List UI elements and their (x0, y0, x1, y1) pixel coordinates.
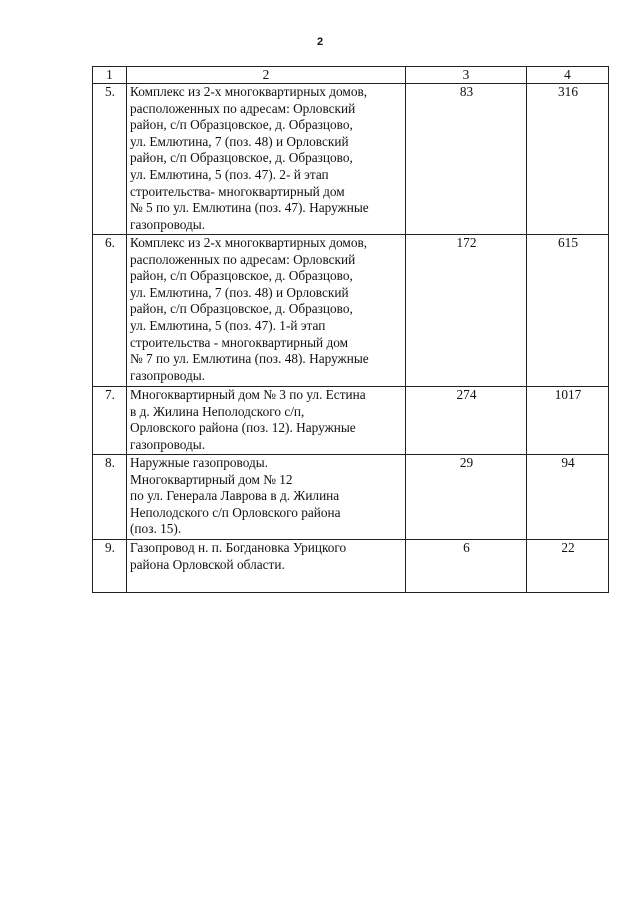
table-header (93, 67, 609, 84)
row-col3-value: 6 (406, 540, 527, 593)
header-col-4: 4 (527, 67, 609, 84)
row-number: 6. (93, 235, 127, 387)
row-number: 8. (93, 455, 127, 540)
row-col4-value: 615 (527, 235, 609, 387)
row-col3-value: 83 (406, 84, 527, 235)
table-row (93, 84, 609, 235)
row-description: Газопровод н. п. Богдановка Урицкого района Орловской области. (127, 540, 406, 593)
row-col4-value: 316 (527, 84, 609, 235)
header-col-2: 2 (127, 67, 406, 84)
table-row (93, 235, 609, 387)
row-col3-value: 29 (406, 455, 527, 540)
row-description: Комплекс из 2-х многоквартирных домов, расположенных по адресам: Орловский район, с/п Образцовское, д. Образцово, ул. Емлютина, 7 (поз. 48) и Орловский район, с/п Образцовское, д. Образцово, ул. Емлютина, 5 (поз. 47). 2- й этап строительства- многоквартирный дом № 5 по ул. Емлютина (поз. 47). Наружные газопроводы. (127, 84, 406, 235)
table-row (93, 387, 609, 455)
row-description: Комплекс из 2-х многоквартирных домов, расположенных по адресам: Орловский район, с/п Образцовское, д. Образцово, ул. Емлютина, 7 (поз. 48) и Орловский район, с/п Образцовское, д. Образцово, ул. Емлютина, 5 (поз. 47). 1-й этап строительства - многоквартирный дом № 7 по ул. Емлютина (поз. 48). Наружные газопроводы. (127, 235, 406, 387)
row-col4-value: 22 (527, 540, 609, 593)
objects-table (92, 66, 609, 593)
row-number: 5. (93, 84, 127, 235)
row-description: Наружные газопроводы. Многоквартирный дом № 12 по ул. Генерала Лаврова в д. Жилина Неполодского с/п Орловского района (поз. 15). (127, 455, 406, 540)
header-row (93, 67, 609, 84)
table-row (93, 455, 609, 540)
row-col3-value: 172 (406, 235, 527, 387)
page-number: 2 (316, 36, 324, 48)
row-number: 9. (93, 540, 127, 593)
table-row (93, 540, 609, 593)
row-number: 7. (93, 387, 127, 455)
header-col-3: 3 (406, 67, 527, 84)
row-col4-value: 1017 (527, 387, 609, 455)
row-col4-value: 94 (527, 455, 609, 540)
row-description: Многоквартирный дом № 3 по ул. Естина в д. Жилина Неполодского с/п, Орловского района (поз. 12). Наружные газопроводы. (127, 387, 406, 455)
row-col3-value: 274 (406, 387, 527, 455)
table-body (93, 84, 609, 593)
header-col-1: 1 (93, 67, 127, 84)
